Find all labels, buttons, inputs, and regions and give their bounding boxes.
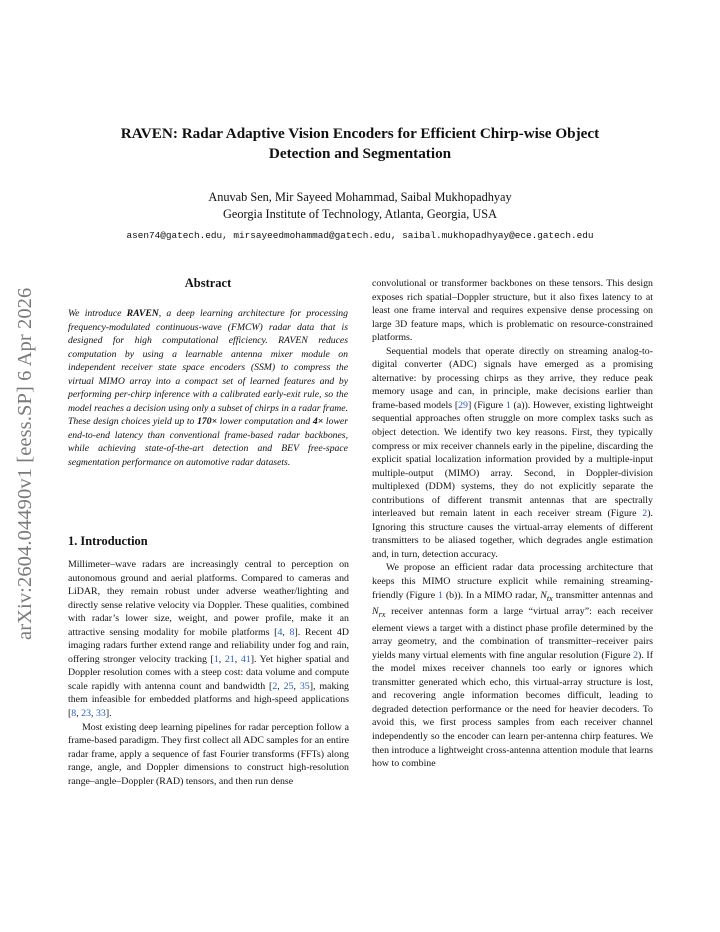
model-name: RAVEN <box>126 308 159 319</box>
affiliation: Georgia Institute of Technology, Atlanta, Georgia, USA <box>223 207 497 221</box>
citation-link[interactable]: 21 <box>224 653 235 665</box>
title-line-2: Detection and Segmentation <box>268 145 452 162</box>
section-heading-introduction: 1. Introduction <box>68 534 148 548</box>
citation-link[interactable]: 29 <box>458 399 468 411</box>
intro-paragraph-2-continued: convolutional or transformer backbones on these tensors. This design exposes rich spatial–Doppler structure, but it also fixes latency to at least one frame interval and requires expensive dense processing on large 3D feature maps, which is problematic on resource-constrained platforms. <box>372 278 653 344</box>
arxiv-identifier: arXiv:2604.04490v1 [eess.SP] 6 Apr 2026 <box>14 287 36 640</box>
citation-link[interactable]: 8 <box>289 626 295 638</box>
citation-link[interactable]: 33 <box>95 708 106 720</box>
intro-paragraph-4: We propose an efficient radar data processing architecture that keeps this MIMO structure explicit while remaining streaming-friendly (Figure 1 (b)). In a MIMO radar, $N_{tx}$ transmitter antennas and $N_{rx}$ receiver antennas form a large “virtual array”: each receiver element views a target with a distinct phase profile determined by the array geometry, and the combination of transmitter–receiver pairs yields many virtual elements with fine angular resolution (Figure 2). If the model mixes receiver channels too early or ignores which transmitter generated which echo, this virtual-array structure is lost, and recovering angle information becomes difficult, leading to degraded detection performance or the need for heavier decoders. To avoid this, we first process samples from each receiver channel independently so the encoder can learn per-antenna chirp features. We then introduce a lightweight cross-antenna attention module that learns how to combine <box>372 562 653 770</box>
citation-link[interactable]: 1 <box>213 653 219 665</box>
latency-reduction: 4× <box>312 416 324 428</box>
figure-link[interactable]: 1 <box>505 399 511 411</box>
author-emails: asen74@gatech.edu, mirsayeedmohammad@gatech.edu, saibal.mukhopadhyay@ece.gatech.edu <box>126 230 594 241</box>
abstract-heading: Abstract <box>184 276 232 290</box>
title-line-1: RAVEN: Radar Adaptive Vision Encoders for Efficient Chirp-wise Object <box>120 125 600 142</box>
citation-link[interactable]: 41 <box>240 653 251 665</box>
intro-paragraph-2: Most existing deep learning pipelines for radar perception follow a frame-based paradigm. They first collect all ADC samples for an entire radar frame, apply a sequence of fast Fourier transforms (FFTs) along range, angle, and Doppler dimensions to construct high-resolution range–angle–Doppler (RAD) tensors, and then run dense <box>68 721 349 787</box>
citation-link[interactable]: 8 <box>71 708 77 720</box>
citation-link[interactable]: 25 <box>283 680 294 692</box>
citation-link[interactable]: 2 <box>272 680 278 692</box>
figure-link[interactable]: 1 <box>438 589 443 601</box>
author-block <box>80 189 640 223</box>
abstract-text: We introduce RAVEN, a deep learning architecture for processing frequency-modulated continuous-wave (FMCW) radar data that is designed for high computational efficiency. RAVEN reduces computation by using a learnable antenna mixer module on independent receiver state space encoders (SSM) to compress the virtual MIMO array into a compact set of learned features and by performing per-chirp inference with a calibrated early-exit rule, so the model reaches a decision using only a subset of chirps in a radar frame. These design choices yield up to 170× lower computation and 4× lower end-to-end latency than conventional frame-based radar backbones, while achieving state-of-the-art detection and BEV free-space segmentation performance on automotive radar datasets. <box>68 308 349 469</box>
paper-title <box>80 124 640 164</box>
figure-link[interactable]: 2 <box>633 649 639 661</box>
intro-paragraph-3: Sequential models that operate directly on streaming analog-to-digital converter (ADC) signals have emerged as a promising alternative: by processing chirps as they arrive, they reduce peak memory usage and can, in principle, make decisions earlier than frame-based models [29] (Figure 1 (a)). However, existing lightweight sequential approaches often struggle on more complex tasks such as object detection. We identify two key reasons. First, they typically compress or mix receiver channels early in the pipeline, discarding the explicit spatial localization information provided by a multiple-input multiple-output (MIMO) array. Second, in Doppler-division multiplexed (DDM) systems, they do not explicitly separate the contributions of different transmit antennas that are spectrally interleaved but remain latent in each receiver stream (Figure 2). Ignoring this structure causes the virtual-array elements of different transmitters to be aliased together, which degrades angle estimation and, in turn, detection accuracy. <box>372 345 653 560</box>
math-nrx: $N_{rx}$ <box>372 606 386 620</box>
compute-reduction: 170× <box>197 416 218 428</box>
citation-link[interactable]: 4 <box>277 626 283 638</box>
right-column-body <box>372 277 653 771</box>
math-ntx: $N_{tx}$ <box>540 589 553 603</box>
figure-link[interactable]: 2 <box>642 508 648 520</box>
author-names: Anuvab Sen, Mir Sayeed Mohammad, Saibal Mukhopadhyay <box>208 190 512 204</box>
left-column-body <box>68 558 349 788</box>
citation-link[interactable]: 35 <box>299 680 310 692</box>
citation-link[interactable]: 23 <box>81 708 92 720</box>
intro-paragraph-1: Millimeter–wave radars are increasingly central to perception on autonomous ground and aerial platforms. Compared to cameras and LiDAR, they remain robust under adverse weather/lighting and directly sense relative velocity via Doppler. These qualities, combined with radar’s lower size, weight, and power profile, make it an attractive sensing modality for mobile platforms [4, 8]. Recent 4D imaging radars further extend range and reliability under fog and rain, offering stronger velocity tracking [1, 21, 41]. Yet higher spatial and Doppler resolution comes with a steep cost: data volume and compute scale rapidly with antenna count and bandwidth [2, 25, 35], making them infeasible for embedded platforms and high-speed applications [8, 23, 33]. <box>68 559 350 720</box>
